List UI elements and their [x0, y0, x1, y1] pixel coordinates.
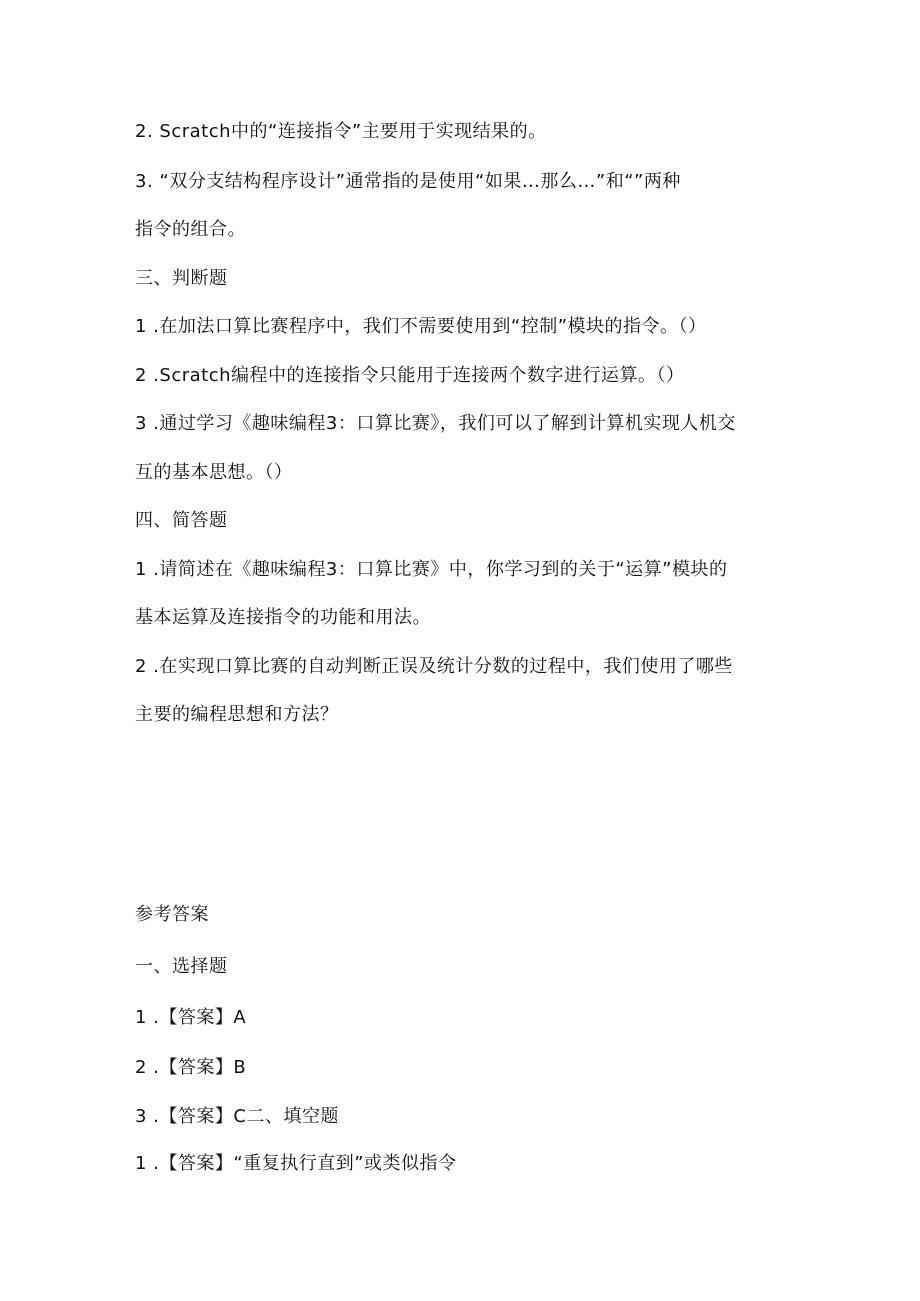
answer-2: 2 .【答案】B: [135, 1057, 247, 1078]
fill-blank-question-3-line-2: 指令的组合。: [135, 219, 246, 240]
short-answer-question-2-line-1: 2 .在实现口算比赛的自动判断正误及统计分数的过程中，我们使用了哪些: [135, 656, 733, 677]
reference-answers-heading: 参考答案: [135, 904, 209, 925]
short-answer-question-2-line-2: 主要的编程思想和方法？: [135, 704, 339, 725]
true-false-question-3-line-1: 3 .通过学习《趣味编程3：口算比赛》，我们可以了解到计算机实现人机交: [135, 413, 736, 434]
fill-blank-question-2: 2. Scratch中的“连接指令”主要用于实现结果的。: [135, 121, 547, 142]
short-answer-question-1-line-2: 基本运算及连接指令的功能和用法。: [135, 607, 431, 628]
fill-blank-answer-1: 1 .【答案】“重复执行直到”或类似指令: [135, 1153, 457, 1174]
answers-section-1-heading: 一、选择题: [135, 956, 228, 977]
true-false-question-2: 2 .Scratch编程中的连接指令只能用于连接两个数字进行运算。（）: [135, 365, 685, 386]
short-answer-heading: 四、简答题: [135, 510, 228, 531]
answer-1: 1 .【答案】A: [135, 1007, 247, 1028]
true-false-question-3-line-2: 互的基本思想。（）: [135, 462, 293, 483]
answer-3: 3 .【答案】C二、填空题: [135, 1106, 339, 1127]
true-false-heading: 三、判断题: [135, 268, 228, 289]
short-answer-question-1-line-1: 1 .请简述在《趣味编程3：口算比赛》中，你学习到的关于“运算”模块的: [135, 559, 728, 580]
true-false-question-1: 1 .在加法口算比赛程序中，我们不需要使用到“控制”模块的指令。（）: [135, 316, 707, 337]
fill-blank-question-3-line-1: 3. “双分支结构程序设计”通常指的是使用“如果…那么…”和“”两种: [135, 171, 681, 192]
